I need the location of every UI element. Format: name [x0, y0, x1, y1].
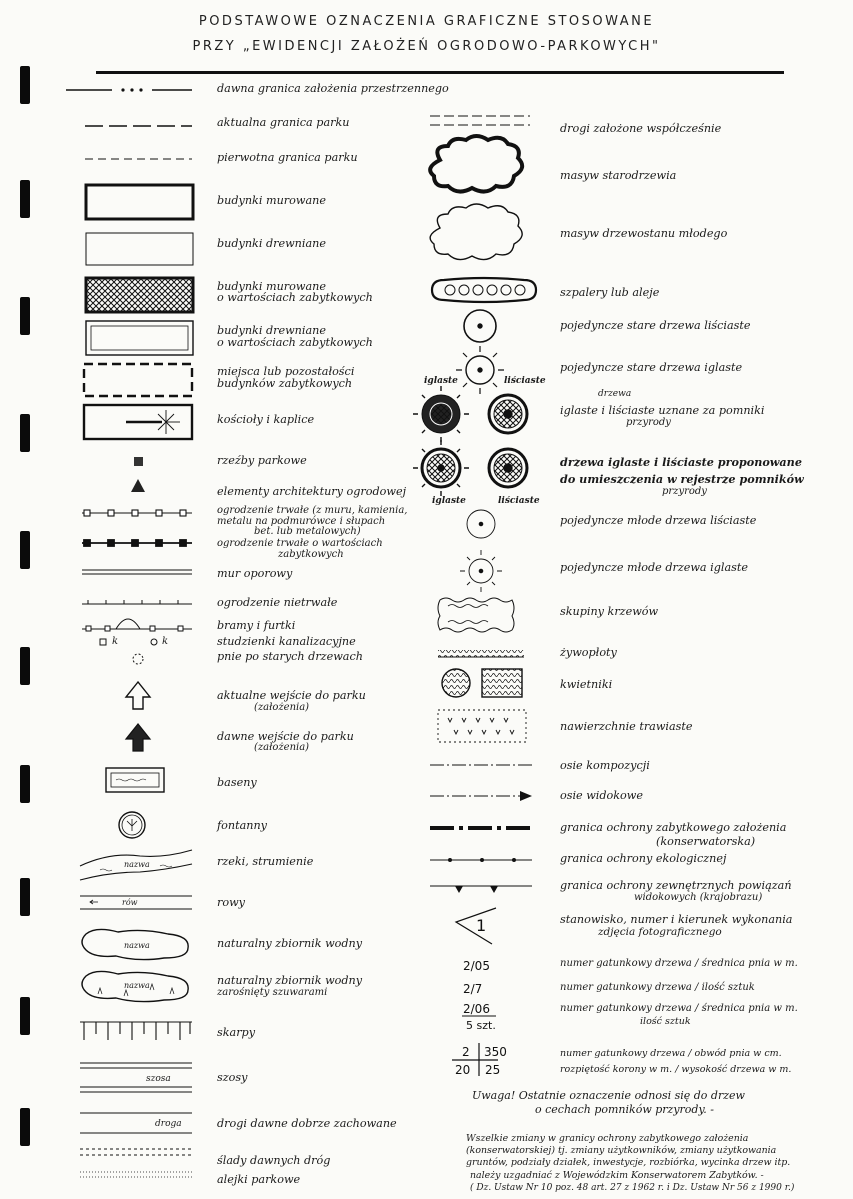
stanowisko-label-1: stanowisko, numer i kierunek wykonania	[560, 913, 793, 926]
alejki-symbol	[80, 1172, 192, 1177]
mlode-iglaste-label: pojedyncze młode drzewa iglaste	[560, 561, 748, 574]
wejscie-dawne-symbol	[126, 724, 150, 751]
zywoploty-label: żywopłoty	[560, 646, 617, 659]
granica-zewnetrzna-symbol	[430, 886, 532, 893]
num-d1: 2	[462, 1045, 470, 1059]
ogrodzenie-nietrwale-symbol	[82, 600, 192, 604]
budynki-murowane-zabytkowe-symbol	[86, 278, 193, 312]
stanowisko-number: 1	[476, 916, 487, 935]
granica-konserwatorska-label-1: granica ochrony zabytkowego założenia	[560, 821, 787, 834]
note-line-4: należy uzgadniać z Wojewódzkim Konserwatorem Zabytków. -	[470, 1170, 764, 1181]
bramy-symbol	[82, 619, 192, 631]
budynki-murowane-symbol	[86, 185, 193, 219]
zbiornik-zarosniety-label-2: zarośnięty szuwarami	[217, 987, 328, 998]
num-d3: 20	[455, 1063, 471, 1077]
granica-ekologiczna-label: granica ochrony ekologicznej	[560, 852, 727, 865]
budynki-drewniane-label: budynki drewniane	[217, 237, 326, 250]
ogrodzenie-zabytkowe-label-1: ogrodzenie trwałe o wartościach	[217, 538, 383, 549]
miejsca-pozostalosci-label-1: miejsca lub pozostałości	[217, 365, 355, 378]
ogrodzenie-trwale-label-2: metalu na podmurówce i słupach	[217, 516, 386, 527]
numer-obwod-label-1: numer gatunkowy drzewa / obwód pnia w cm.	[560, 1048, 782, 1059]
numer-srednica-ilosc-label-1: numer gatunkowy drzewa / średnica pnia w m.	[560, 1003, 798, 1014]
drogi-zalozone-symbol	[430, 116, 530, 125]
alejki-label: alejki parkowe	[217, 1173, 301, 1186]
mur-oporowy-symbol	[82, 570, 192, 574]
szpalery-symbol	[432, 278, 536, 302]
pnie-symbol	[133, 654, 143, 664]
trawiaste-symbol	[438, 710, 526, 742]
lisciaste-top-text: liściaste	[504, 376, 546, 386]
proponowane-lisciaste-symbol	[489, 449, 527, 487]
slady-symbol	[80, 1149, 192, 1155]
numer-srednica-label: numer gatunkowy drzewa / średnica pnia w m.	[560, 958, 798, 969]
uwaga-line-2: o cechach pomników przyrody. -	[535, 1103, 714, 1116]
slady-label: ślady dawnych dróg	[217, 1154, 331, 1167]
budynki-drewniane-zabytkowe-label-1: budynki drewniane	[217, 324, 326, 337]
skupiny-symbol	[438, 598, 514, 632]
szosy-symbol	[80, 1063, 192, 1092]
note-line-2: (konserwatorskiej) tj. zmiany użytkowników, zmiany użytkowania	[466, 1145, 777, 1156]
szosa-symbol-text: szosa	[146, 1074, 171, 1084]
osie-widokowe-symbol	[430, 791, 532, 801]
koscioly-label: kościoły i kaplice	[217, 413, 315, 426]
uwaga-line-1: Uwaga! Ostatnie oznaczenie odnosi się do drzew	[472, 1089, 745, 1102]
pojedyncze-lisciaste-label: pojedyncze stare drzewa liściaste	[560, 319, 751, 332]
mlode-iglaste-symbol	[460, 550, 502, 592]
skarpy-symbol	[80, 1022, 192, 1040]
masyw-starodrzewia-label: masyw starodrzewia	[560, 169, 677, 182]
proponowane-label-3: przyrody	[662, 486, 707, 497]
ogrodzenie-nietrwale-label: ogrodzenie nietrwałe	[217, 596, 338, 609]
droga-symbol-text: droga	[155, 1119, 182, 1129]
studzienki-symbol-2	[151, 639, 157, 645]
granica-zewnetrzna-label-1: granica ochrony zewnętrznych powiązań	[560, 879, 792, 892]
zbiornik-symbol-text: nazwa	[124, 941, 150, 950]
ogrodzenie-trwale-label-1: ogrodzenie trwałe (z muru, kamienia,	[217, 505, 408, 516]
fontanny-label: fontanny	[217, 819, 267, 832]
dawna-granica-symbol	[66, 89, 192, 91]
proponowane-iglaste-symbol	[413, 440, 469, 496]
skarpy-label: skarpy	[217, 1026, 256, 1039]
elementy-label: elementy architektury ogrodowej	[217, 485, 407, 498]
szosy-label: szosy	[217, 1071, 248, 1084]
proponowane-label-1: drzewa iglaste i liściaste proponowane	[560, 455, 802, 469]
lisciaste-bottom-text: liściaste	[498, 496, 540, 506]
granica-ekologiczna-symbol	[430, 858, 532, 862]
num-c1: 2/06	[463, 1002, 490, 1016]
szpalery-label: szpalery lub aleje	[560, 286, 660, 299]
wejscie-aktualne-label-2: (założenia)	[254, 702, 310, 713]
iglaste-bottom-text: iglaste	[432, 496, 466, 506]
osie-kompozycji-label: osie kompozycji	[560, 759, 650, 772]
mlode-lisciaste-symbol	[467, 510, 495, 538]
wejscie-dawne-label-2: (założenia)	[254, 742, 310, 753]
studzienki-label: studzienki kanalizacyjne	[217, 635, 356, 648]
elementy-symbol	[131, 479, 145, 492]
bramy-label: bramy i furtki	[217, 619, 296, 632]
stanowisko-label-2: zdjęcia fotograficznego	[598, 926, 722, 938]
fontanny-symbol	[119, 812, 145, 838]
skupiny-label: skupiny krzewów	[560, 605, 659, 618]
trawiaste-label: nawierzchnie trawiaste	[560, 720, 693, 733]
numer-ilosc-label: numer gatunkowy drzewa / ilość sztuk	[560, 982, 755, 993]
miejsca-pozostalosci-label-2: budynków zabytkowych	[217, 377, 353, 390]
wejscie-aktualne-symbol	[126, 682, 150, 709]
drogi-dawne-label: drogi dawne dobrze zachowane	[217, 1117, 397, 1130]
rzezby-symbol	[134, 457, 143, 466]
osie-widokowe-label: osie widokowe	[560, 789, 643, 802]
studzienki-k2-text: k	[162, 636, 169, 647]
kwietniki-symbol	[442, 669, 522, 697]
proponowane-label-2: do umieszczenia w rejestrze pomników	[560, 472, 804, 486]
masyw-mlodego-symbol	[430, 204, 522, 260]
aktualna-granica-label: aktualna granica parku	[217, 116, 350, 129]
pierwotna-granica-label: pierwotna granica parku	[217, 151, 358, 164]
ogrodzenie-zabytkowe-label-2: zabytkowych	[278, 549, 344, 560]
num-c2: 5 szt.	[466, 1019, 496, 1032]
zbiornik-zarosniety-symbol-text: nazwa	[124, 981, 150, 990]
numer-obwod-label-2: rozpiętość korony w m. / wysokość drzewa w m.	[560, 1064, 792, 1075]
studzienki-k1-text: k	[112, 636, 119, 647]
budynki-drewniane-zabytkowe-label-2: o wartościach zabytkowych	[217, 336, 373, 349]
pomniki-label-0: drzewa	[598, 389, 632, 399]
num-d4: 25	[485, 1063, 501, 1077]
kwietniki-label: kwietniki	[560, 678, 613, 691]
baseny-symbol	[106, 768, 164, 792]
zbiornik-label: naturalny zbiornik wodny	[217, 937, 363, 950]
budynki-drewniane-zabytkowe-symbol	[86, 321, 193, 355]
num-b1: 2/7	[463, 982, 483, 996]
rowy-label: rowy	[217, 896, 245, 909]
koscioly-symbol	[84, 405, 192, 439]
pojedyncze-iglaste-symbol	[456, 346, 504, 394]
num-d2: 350	[484, 1045, 507, 1059]
mlode-lisciaste-label: pojedyncze młode drzewa liściaste	[560, 514, 757, 527]
ogrodzenie-zabytkowe-symbol	[82, 540, 192, 546]
rzeka-symbol-text: nazwa	[124, 860, 150, 869]
rzeki-label: rzeki, strumienie	[217, 855, 314, 868]
note-line-5: ( Dz. Ustaw Nr 10 poz. 48 art. 27 z 1962 r. i Dz. Ustaw Nr 56 z 1990 r.)	[470, 1183, 795, 1193]
zbiornik-zarosniety-label-1: naturalny zbiornik wodny	[217, 974, 363, 987]
pomnik-iglaste-symbol	[413, 386, 469, 442]
page-title-line1: PODSTAWOWE OZNACZENIA GRAFICZNE STOSOWANE	[198, 14, 655, 29]
wejscie-aktualne-label-1: aktualne wejście do parku	[217, 689, 366, 702]
wejscie-dawne-label-1: dawne wejście do parku	[217, 730, 354, 743]
numer-srednica-ilosc-label-2: ilość sztuk	[640, 1016, 691, 1027]
budynki-murowane-zabytkowe-label-1: budynki murowane	[217, 280, 326, 293]
drogi-zalozone-label: drogi założone współcześnie	[560, 122, 722, 135]
granica-konserwatorska-label-2: (konserwatorska)	[656, 835, 756, 848]
pomniki-label-2: przyrody	[626, 417, 671, 428]
miejsca-pozostalosci-symbol	[84, 364, 192, 396]
masyw-mlodego-label: masyw drzewostanu młodego	[560, 227, 728, 240]
ogrodzenie-trwale-label-3: bet. lub metalowych)	[254, 526, 361, 537]
num-a1: 2/05	[463, 959, 490, 973]
note-line-1: Wszelkie zmiany w granicy ochrony zabytkowego założenia	[466, 1133, 749, 1144]
row-symbol-text: rów	[122, 898, 138, 907]
masyw-starodrzewia-symbol	[430, 136, 522, 192]
pomniki-label-1: iglaste i liściaste uznane za pomniki	[560, 404, 765, 417]
ogrodzenie-trwale-symbol	[82, 510, 192, 516]
zywoploty-symbol	[438, 650, 524, 657]
budynki-murowane-zabytkowe-label-2: o wartościach zabytkowych	[217, 291, 373, 304]
mur-oporowy-label: mur oporowy	[217, 567, 293, 580]
budynki-drewniane-symbol	[86, 233, 193, 265]
iglaste-top-text: iglaste	[424, 376, 458, 386]
baseny-label: baseny	[217, 776, 257, 789]
pomnik-lisciaste-symbol	[489, 395, 527, 433]
page-title-line2: PRZY „EWIDENCJI ZAŁOŻEŃ OGRODOWO-PARKOWYCH"	[192, 39, 661, 54]
studzienki-symbol-1	[100, 639, 106, 645]
budynki-murowane-label: budynki murowane	[217, 194, 326, 207]
dawna-granica-label: dawna granica założenia przestrzennego	[217, 82, 449, 95]
pnie-label: pnie po starych drzewach	[217, 650, 363, 663]
granica-zewnetrzna-label-2: widokowych (krajobrazu)	[634, 892, 763, 903]
rzezby-label: rzeźby parkowe	[217, 454, 307, 467]
pojedyncze-lisciaste-symbol	[464, 310, 496, 342]
pojedyncze-iglaste-label: pojedyncze stare drzewa iglaste	[560, 361, 743, 374]
note-line-3: gruntów, podziały działek, inwestycje, rozbiórka, wycinka drzew itp.	[466, 1157, 791, 1168]
